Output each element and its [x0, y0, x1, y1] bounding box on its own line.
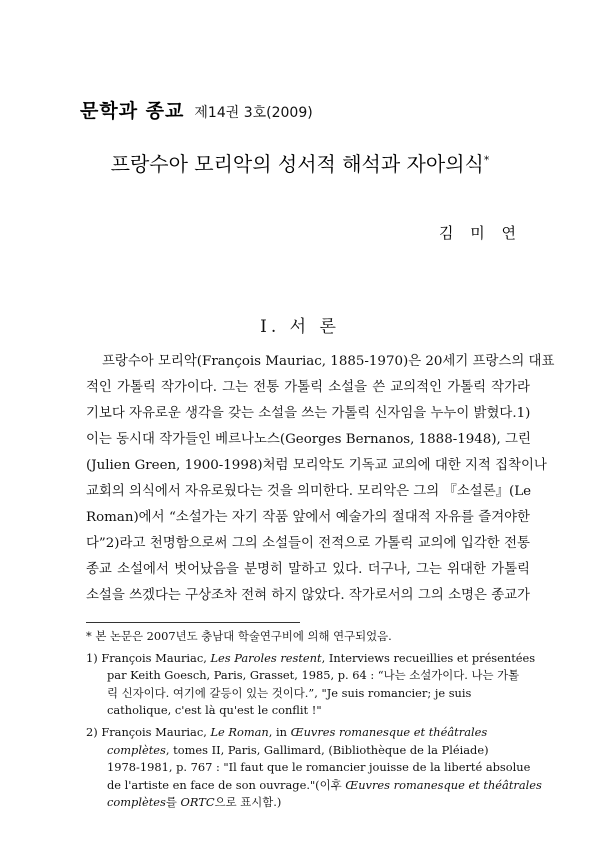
body-line: Roman)에서 “소설가는 자기 작품 앞에서 예술가의 절대적 자유를 즐겨야한 — [86, 510, 530, 525]
body-line: 종교 소설에서 벗어났음을 분명히 말하고 있다. 더구나, 그는 위대한 가톨릭 — [86, 562, 530, 577]
footnote-2 — [86, 724, 542, 812]
body-line: (Julien Green, 1900-1998)처럼 모리악도 기독교 교의에 대한 지적 집착이나 — [86, 458, 547, 473]
footnote-text: par Keith Goesch, Paris, Grasset, 1985, p. 64 : “나는 소설가이다. 나는 가톨 — [107, 668, 520, 683]
section-heading: I. 서 론 — [260, 317, 340, 337]
journal-header — [80, 96, 313, 123]
footnote-text: de l'artiste en face de son ouvrage."(이후 — [107, 777, 342, 792]
footnote-collection-title: complètes — [107, 795, 166, 810]
footnote-text: 릭 신자이다. 여기에 갈등이 있는 것이다.”, "Je suis romancier; je suis — [107, 685, 472, 700]
footnote-work-title: Le Roman — [210, 724, 269, 739]
footnote-text: 본 논문은 2007년도 충남대 학술연구비에 의해 연구되었음. — [95, 629, 392, 643]
footnote-text: , Interviews recueillies et présentées — [321, 650, 536, 665]
body-line: 다”2)라고 천명함으로써 그의 소설들이 전적으로 가톨릭 교의에 입각한 전통 — [86, 536, 530, 551]
body-line: 기보다 자유로운 생각을 갖는 소설을 쓰는 가톨릭 신자임을 누누이 밝혔다.1) — [86, 406, 531, 421]
footnote-divider — [86, 622, 300, 623]
footnote-collection-title: complètes — [107, 742, 166, 757]
footnote-marker: 1) — [86, 650, 98, 665]
footnote-text: , tomes II, Paris, Gallimard, (Bibliothèque de la Pléiade) — [165, 742, 489, 757]
footnote-work-title: Les Paroles restent — [210, 650, 322, 665]
footnote-text: catholique, c'est là qu'est le conflit !" — [107, 703, 322, 718]
footnotes — [86, 628, 542, 816]
article-title — [0, 148, 600, 177]
body-line: 적인 가톨릭 작가이다. 그는 전통 가톨릭 소설을 쓴 교의적인 가톨릭 작가라 — [86, 380, 530, 395]
article-title-text: 프랑수아 모리악의 성서적 해석과 자아의식 — [110, 152, 484, 176]
footnote-author: François Mauriac, — [101, 724, 207, 739]
title-footnote-mark: * — [483, 153, 490, 167]
journal-logo: 문학과 종교 — [80, 100, 185, 122]
body-line: 소설을 쓰겠다는 구상조차 전혀 하지 않았다. 작가로서의 그의 소명은 종교가 — [86, 588, 530, 603]
author-name: 김 미 연 — [438, 224, 522, 242]
body-line: 교회의 의식에서 자유로웠다는 것을 의미한다. 모리악은 그의 『소설론』(Le — [86, 484, 532, 499]
footnote-text: 으로 표시함.) — [214, 795, 282, 810]
footnote-text: 를 — [165, 795, 177, 810]
footnote-author: François Mauriac, — [101, 650, 207, 665]
body-text — [86, 349, 555, 609]
body-line: 이는 동시대 작가들인 베르나노스(Georges Bernanos, 1888-1948), 그린 — [86, 432, 531, 447]
footnote-star — [86, 628, 532, 646]
footnote-marker: 2) — [86, 724, 98, 739]
journal-issue: 제14권 3호(2009) — [194, 105, 313, 121]
footnote-marker: * — [86, 629, 92, 643]
footnote-1 — [86, 650, 536, 720]
body-line: 프랑수아 모리악(François Mauriac, 1885-1970)은 20세기 프랑스의 대표 — [102, 354, 555, 369]
footnote-text: , in — [268, 724, 287, 739]
footnote-collection-title: Œuvres romanesque et théâtrales — [290, 724, 488, 739]
footnote-text: 1978-1981, p. 767 : "Il faut que le romancier jouisse de la liberté absolue — [107, 760, 531, 775]
footnote-abbreviation: ORTC — [180, 795, 215, 810]
footnote-collection-title: Œuvres romanesque et théâtrales — [345, 777, 542, 792]
